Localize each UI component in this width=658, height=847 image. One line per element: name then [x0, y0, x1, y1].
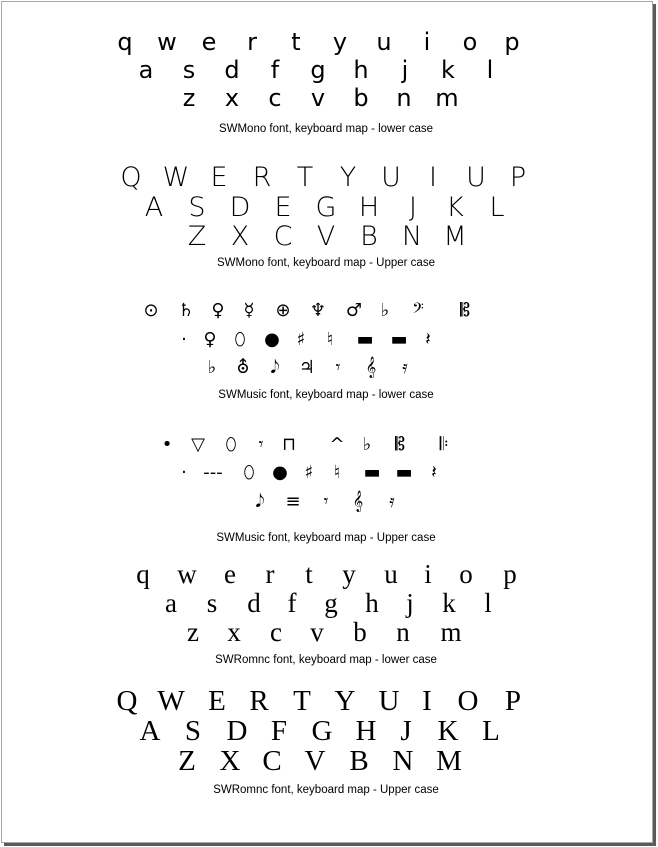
key-glyph: 𝄿 [389, 491, 395, 512]
key-glyph: r [247, 28, 257, 56]
key-glyph: · [181, 329, 187, 350]
key-glyph: j [401, 56, 409, 84]
key-glyph: ▽ [191, 434, 205, 455]
key-glyph: F [270, 715, 288, 747]
key-glyph: G [311, 715, 333, 747]
key-glyph: ♀ [211, 300, 225, 321]
key-glyph: o [462, 28, 478, 56]
key-glyph: B [349, 745, 369, 777]
key-glyph: h [365, 588, 379, 618]
key-glyph: b [353, 617, 367, 647]
key-glyph: ♮ [333, 462, 341, 483]
key-glyph: R [252, 162, 272, 193]
key-glyph: ♯ [304, 462, 314, 483]
key-glyph: X [219, 745, 241, 777]
key-glyph: ☿ [243, 300, 255, 321]
key-glyph: U [381, 162, 401, 193]
caption-swromnc-lower: SWRomnc font, keyboard map - lower case [215, 654, 437, 666]
key-glyph: p [503, 559, 517, 589]
key-glyph: H [355, 715, 377, 747]
key-glyph: j [406, 588, 414, 618]
key-glyph: ♮ [326, 329, 334, 350]
key-glyph: f [287, 588, 297, 618]
key-glyph: V [316, 221, 336, 252]
swmusic-upper-row-3 [0, 487, 652, 517]
swmono-upper-row-1 [0, 163, 652, 193]
key-glyph: v [310, 617, 324, 647]
key-glyph: Z [187, 221, 207, 252]
swromnc-upper-row-3 [0, 746, 652, 776]
swmono-lower-row-3 [0, 83, 652, 113]
key-glyph: S [184, 715, 202, 747]
key-glyph: ● [264, 329, 280, 350]
key-glyph: V [304, 745, 326, 777]
key-glyph: ♄ [177, 300, 195, 321]
key-glyph: C [262, 745, 282, 777]
key-glyph: • [161, 434, 173, 455]
caption-swromnc-upper: SWRomnc font, keyboard map - Upper case [213, 784, 439, 796]
key-glyph: 𝄢 [412, 300, 424, 321]
key-glyph: v [310, 84, 326, 112]
key-glyph: y [332, 28, 348, 56]
key-glyph: M [436, 745, 462, 777]
swmono-upper-row-3 [0, 222, 652, 252]
key-glyph: Y [339, 162, 357, 193]
caption-swmusic-lower: SWMusic font, keyboard map - lower case [218, 389, 434, 401]
key-glyph: g [310, 56, 326, 84]
swmusic-lower-row-2 [0, 325, 652, 355]
key-glyph: ⊕ [275, 300, 291, 321]
key-glyph: X [230, 221, 250, 252]
key-glyph: g [324, 588, 338, 618]
key-glyph: d [247, 588, 261, 618]
swromnc-upper-row-2 [0, 716, 652, 746]
key-glyph: 𝄡 [394, 434, 406, 455]
key-glyph: R [249, 685, 269, 717]
key-glyph: J [400, 715, 412, 747]
key-glyph: 𝄽 [431, 462, 437, 483]
key-glyph: q [117, 28, 133, 56]
key-glyph: 𝅘𝅥𝅮 [270, 357, 280, 378]
key-glyph: ♃ [298, 357, 316, 378]
key-glyph: 𝄽 [425, 329, 431, 350]
key-glyph: ▬ [356, 329, 374, 350]
key-glyph: M [443, 221, 467, 252]
key-glyph: 𝄾 [323, 491, 329, 512]
key-glyph: 𝄞 [365, 357, 377, 378]
key-glyph: ♂ [345, 300, 363, 321]
key-glyph: O [457, 685, 479, 717]
key-glyph: x [227, 617, 241, 647]
swmusic-upper-row-2 [0, 458, 652, 488]
key-glyph: a [138, 56, 154, 84]
key-glyph: d [224, 56, 240, 84]
key-glyph: i [423, 28, 431, 56]
key-glyph: ≡ [285, 491, 301, 512]
key-glyph: K [437, 715, 459, 747]
key-glyph: A [139, 715, 161, 747]
caption-swmono-upper: SWMono font, keyboard map - Upper case [217, 257, 435, 269]
key-glyph: s [182, 56, 196, 84]
key-glyph: K [446, 192, 464, 223]
key-glyph: T [293, 685, 311, 717]
key-glyph: e [224, 559, 236, 589]
key-glyph: ⬯ [225, 434, 237, 455]
key-glyph: p [504, 28, 520, 56]
key-glyph: f [270, 56, 280, 84]
key-glyph: ▬ [363, 462, 381, 483]
key-glyph: m [435, 84, 459, 112]
key-glyph: ♯ [296, 329, 306, 350]
key-glyph: m [440, 617, 462, 647]
key-glyph: z [182, 84, 196, 112]
key-glyph: H [358, 192, 380, 223]
key-glyph: 𝄾 [335, 357, 341, 378]
key-glyph: ♀ [203, 329, 217, 350]
key-glyph: ⬯ [234, 329, 246, 350]
key-glyph: o [459, 559, 473, 589]
key-glyph: G [315, 192, 337, 223]
key-glyph: L [489, 192, 505, 223]
key-glyph: 𝅘𝅥𝅮 [255, 491, 265, 512]
key-glyph: l [486, 56, 494, 84]
key-glyph: I [429, 162, 437, 193]
key-glyph: w [177, 559, 197, 589]
key-glyph: ⊙ [143, 300, 159, 321]
key-glyph: Q [116, 685, 138, 717]
key-glyph: Z [178, 745, 196, 777]
key-glyph: C [273, 221, 293, 252]
key-glyph: ♭ [362, 434, 372, 455]
key-glyph: E [210, 162, 228, 193]
swromnc-lower-row-3 [0, 617, 652, 647]
key-glyph: T [296, 162, 314, 193]
key-glyph: P [509, 162, 527, 193]
key-glyph: b [353, 84, 369, 112]
page-shadow-bottom [4, 843, 656, 846]
key-glyph: D [229, 192, 251, 223]
page-shadow-right [653, 4, 656, 844]
key-glyph: U [378, 685, 400, 717]
key-glyph: k [442, 588, 456, 618]
key-glyph: --- [203, 462, 223, 483]
key-glyph: ♭ [207, 357, 217, 378]
key-glyph: E [208, 685, 226, 717]
key-glyph: W [162, 162, 190, 193]
key-glyph: ♆ [309, 300, 327, 321]
caption-swmusic-upper: SWMusic font, keyboard map - Upper case [216, 532, 436, 544]
key-glyph: J [409, 192, 417, 223]
key-glyph: s [206, 588, 218, 618]
key-glyph: l [484, 588, 492, 618]
key-glyph: N [401, 221, 423, 252]
key-glyph: r [265, 559, 275, 589]
key-glyph: ⛢ [236, 357, 250, 378]
key-glyph: B [360, 221, 378, 252]
key-glyph: a [165, 588, 177, 618]
key-glyph: Y [334, 685, 356, 717]
key-glyph: ▬ [395, 462, 413, 483]
key-glyph: 𝄞 [352, 491, 364, 512]
key-glyph: Q [120, 162, 142, 193]
key-glyph: 𝄿 [402, 357, 408, 378]
key-glyph: D [226, 715, 248, 747]
key-glyph: n [396, 84, 412, 112]
swmusic-lower-row-1 [0, 296, 652, 326]
key-glyph: z [187, 617, 199, 647]
key-glyph: P [504, 685, 522, 717]
key-glyph: S [188, 192, 206, 223]
swmono-lower-row-2 [0, 55, 652, 85]
key-glyph: x [224, 84, 240, 112]
key-glyph: c [270, 617, 282, 647]
key-glyph: q [136, 559, 150, 589]
key-glyph: u [376, 28, 392, 56]
swromnc-lower-row-2 [0, 588, 652, 618]
key-glyph: c [268, 84, 282, 112]
key-glyph: E [274, 192, 292, 223]
key-glyph: e [201, 28, 217, 56]
key-glyph: t [305, 559, 313, 589]
key-glyph: ♭ [380, 300, 390, 321]
caption-swmono-lower: SWMono font, keyboard map - lower case [218, 123, 434, 135]
key-glyph: U [466, 162, 486, 193]
key-glyph: ▬ [390, 329, 408, 350]
key-glyph: ● [272, 462, 288, 483]
swmusic-lower-row-3 [0, 353, 652, 383]
key-glyph: ⊓ [281, 434, 297, 455]
key-glyph: I [422, 685, 432, 717]
key-glyph: A [144, 192, 164, 223]
key-glyph: N [392, 745, 414, 777]
key-glyph: w [157, 28, 177, 56]
key-glyph: u [384, 559, 398, 589]
key-glyph: L [482, 715, 500, 747]
key-glyph: ⬯ [243, 462, 255, 483]
key-glyph: 𝄆 [439, 434, 449, 455]
key-glyph: t [291, 28, 301, 56]
key-glyph: ^ [329, 434, 345, 455]
key-glyph: 𝄾 [258, 434, 264, 455]
swmusic-upper-row-1 [0, 430, 652, 460]
key-glyph: y [342, 559, 356, 589]
swmono-upper-row-2 [0, 193, 652, 223]
swromnc-upper-row-1 [0, 686, 652, 716]
key-glyph: k [441, 56, 455, 84]
key-glyph: W [157, 685, 185, 717]
key-glyph: h [353, 56, 369, 84]
key-glyph: · [181, 462, 187, 483]
swromnc-lower-row-1 [0, 559, 652, 589]
key-glyph: 𝄡 [459, 300, 471, 321]
key-glyph: i [424, 559, 432, 589]
key-glyph: n [396, 617, 410, 647]
swmono-lower-row-1 [0, 27, 652, 57]
